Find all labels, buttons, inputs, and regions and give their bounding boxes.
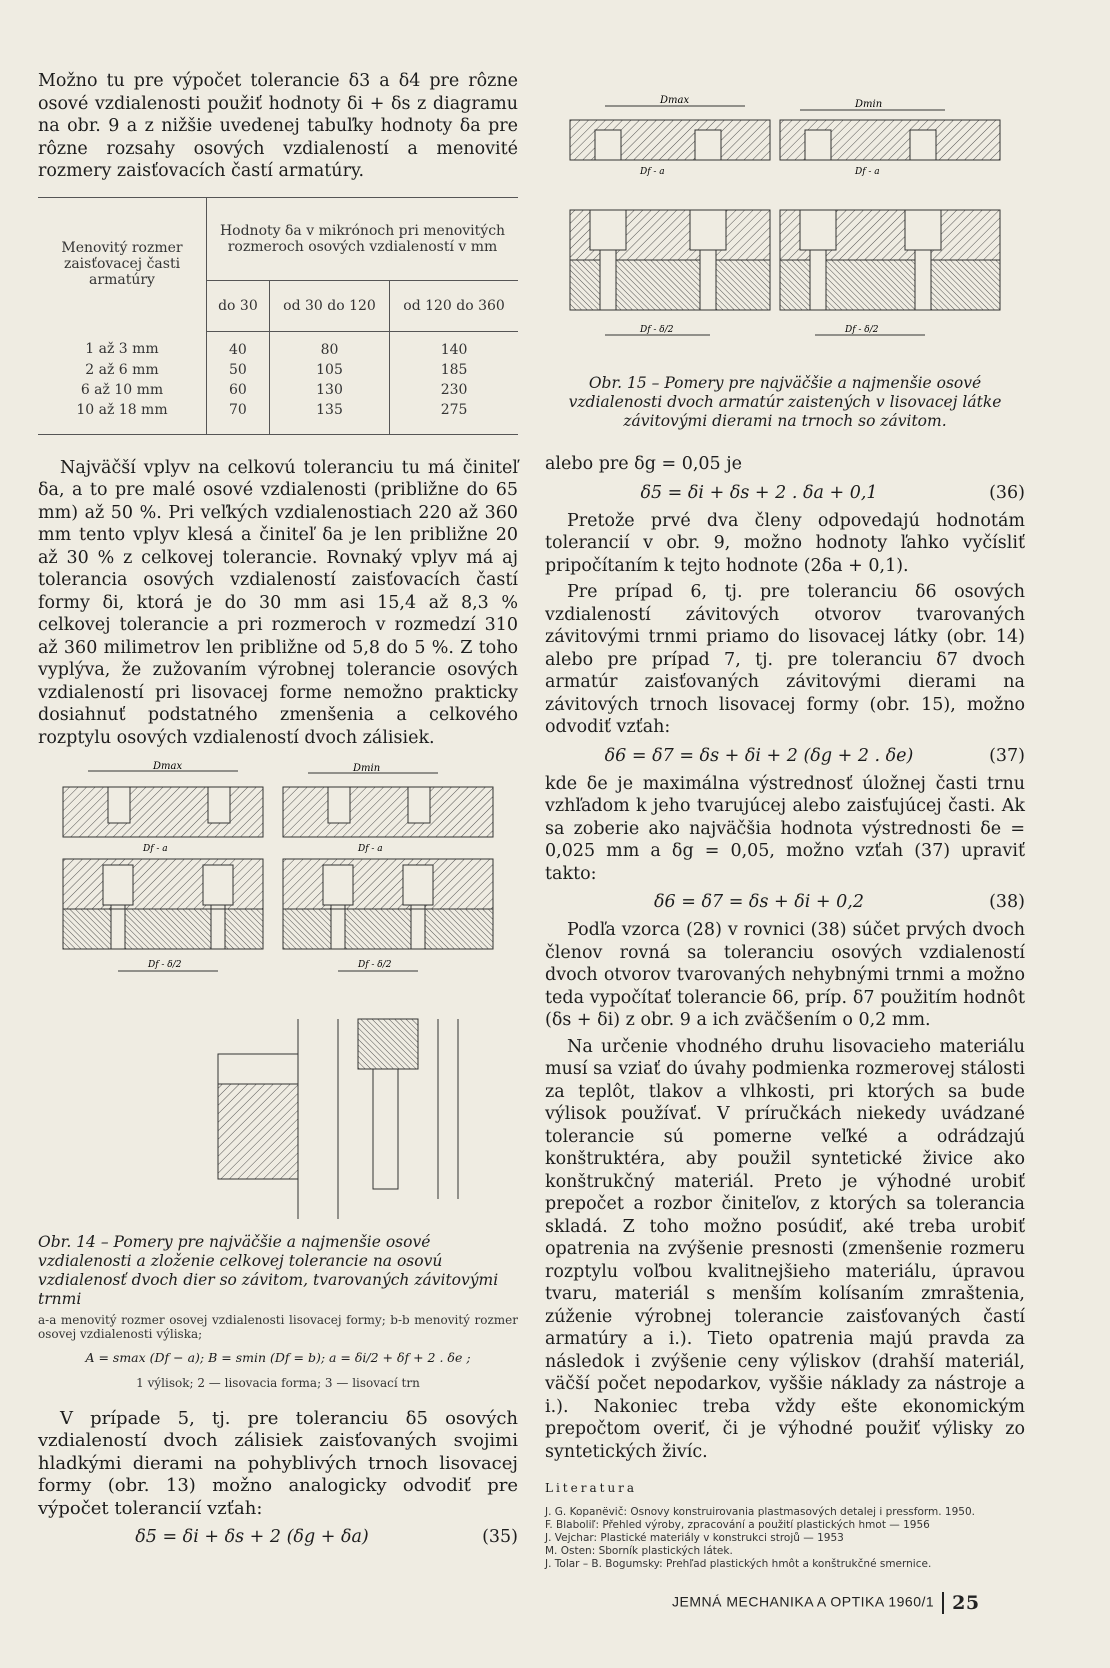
figure-14 <box>38 759 518 1390</box>
literature-item: J. G. Kopanëvič: Osnovy konstruirovania plastmasových detalej i pressform. 1950. <box>545 1505 975 1518</box>
figure-15-caption: Obr. 15 – Pomery pre najväčšie a najmenšie osové vzdialenosti dvoch armatúr zaistených v lisovacej látke závitovými dierami na trnoch so závitom. <box>568 374 1002 430</box>
dfb-label-2: Df - δ/2 <box>845 325 879 335</box>
figure-14-drawing <box>38 759 518 1229</box>
table-cell: 40 <box>207 331 270 360</box>
dmax-label: Dmax <box>660 95 690 106</box>
table-cell: 135 <box>269 400 389 435</box>
figure-14-legend: a-a menovitý rozmer osovej vzdialenosti lisovacej formy; b-b menovitý rozmer osovej vzdialenosti výliska; <box>38 1313 518 1341</box>
table-col-header: do 30 <box>207 280 270 331</box>
figure-14-parts: 1 výlisok; 2 — lisovacia forma; 3 — lisovací trn <box>136 1375 420 1390</box>
tolerance-table <box>38 197 518 435</box>
table-row-header: Menovitý rozmer zaisťovacej časti armatúry <box>38 197 207 331</box>
equation-35-number: (35) <box>482 1527 518 1547</box>
dmax-label: Dmax <box>153 761 183 772</box>
equation-38-number: (38) <box>989 892 1025 912</box>
table-group-header: Hodnoty δa v mikrónoch pri menovitých rozmeroch osových vzdialeností v mm <box>207 197 519 280</box>
dfa-label-1: Df - a <box>640 167 665 177</box>
table-cell: 105 <box>269 360 389 380</box>
dfb-label-2: Df - δ/2 <box>358 960 392 970</box>
right-column <box>545 70 1025 1571</box>
table-cell: 60 <box>207 380 270 400</box>
left-column <box>38 70 518 1554</box>
table-row-label: 6 až 10 mm <box>80 381 164 398</box>
dmin-label: Dmin <box>353 763 381 774</box>
table-cell: 70 <box>207 400 270 435</box>
literature-item: M. Osten: Sborník plastických látek. <box>545 1544 733 1557</box>
intro-paragraph: Možno tu pre výpočet tolerancie δ3 a δ4 pre rôzne osové vzdialenosti použiť hodnoty δi + δs z diagramu na obr. 9 a z nižšie uvedenej tabuľky hodnoty δa pre rôzne rozsahy osových vzdialeností a menovité rozmery zaisťovacích častí armatúry. <box>38 71 518 181</box>
footer-divider <box>942 1592 944 1614</box>
equation-37-formula: δ6 = δ7 = δs + δi + 2 (δg + 2 . δe) <box>604 745 914 766</box>
right-p5: Podľa vzorca (28) v rovnici (38) súčet prvých dvoch členov rovná sa toleranciu osových vzdialeností dvoch otvorov tvarovaných nehybnými trnmi a možno teda vypočítať tolerancie δ6, príp. δ7 použitím hodnôt (δs + δi) z obr. 9 a ich zväčšením o 0,2 mm. <box>545 920 1025 1030</box>
right-p4: kde δe je maximálna výstrednosť úložnej časti trnu vzhľadom k jeho tvarujúcej alebo zaisťujúcej časti. Ak sa zoberie ako najväčšia hodnota výstrednosti δe = 0,025 mm a δg = 0,05, možno vzťah (37) upraviť takto: <box>545 773 1025 884</box>
table-row-label: 2 až 6 mm <box>85 361 159 378</box>
equation-36 <box>545 480 1025 506</box>
literature-title: Literatura <box>545 1481 638 1495</box>
literature-item: J. Vejchar: Plastické materiály v konstrukci strojů — 1953 <box>545 1531 844 1544</box>
equation-38 <box>545 889 1025 915</box>
table-cell: 230 <box>390 380 518 400</box>
equation-36-number: (36) <box>989 482 1025 503</box>
table-cell: 50 <box>207 360 270 380</box>
equation-36-formula: δ5 = δi + δs + 2 . δa + 0,1 <box>640 482 878 503</box>
equation-38-formula: δ6 = δ7 = δs + δi + 0,2 <box>654 892 864 912</box>
table-row-label: 1 až 3 mm <box>85 341 159 358</box>
page-footer <box>672 1592 1072 1614</box>
table-cell: 80 <box>269 331 389 360</box>
figure-15 <box>545 70 1025 431</box>
table-col-header: od 30 do 120 <box>269 280 389 331</box>
right-p3: Pre prípad 6, tj. pre toleranciu δ6 osových vzdialeností závitových otvorov tvarovaných závitovými trnmi priamo do lisovacej látky (obr. 14) alebo pre prípad 7, tj. pre toleranciu δ7 dvoch armatúr zaisťovaných závitovými dierami na závitových trnoch lisovacej formy (obr. 15), možno odvodiť vzťah: <box>545 582 1025 737</box>
right-p2: Pretože prvé dva členy odpovedajú hodnotám tolerancií v obr. 9, možno hodnoty ľahko vyčísliť pripočítaním k tejto hodnote (2δa + 0,1). <box>545 510 1025 576</box>
literature-item: J. Tolar – B. Bogumsky: Prehľad plastických hmôt a konštrukčné smernice. <box>545 1557 932 1570</box>
table-col-header: od 120 do 360 <box>390 280 518 331</box>
dfa-label-2: Df - a <box>358 844 383 854</box>
table-cell: 140 <box>390 331 518 360</box>
figure-15-drawing <box>545 70 1025 370</box>
equation-37-number: (37) <box>989 745 1025 766</box>
journal-name: JEMNÁ MECHANIKA A OPTIKA 1960/1 <box>672 1593 935 1610</box>
page-number: 25 <box>952 1592 980 1614</box>
paragraph-2: Najväčší vplyv na celkovú toleranciu tu má činiteľ δa, a to pre malé osové vzdialenosti (približne do 65 mm) až 50 %. Pri veľkých vzdialenostiach 220 až 360 mm tento vplyv klesá a činiteľ δa je len približne 20 až 30 % z celkovej tolerancie. Rovnaký vplyv má aj tolerancia osových vzdialeností zaisťovacích častí formy δi, ktorá je do 30 mm asi 15,4 až 8,3 % celkovej tolerancie a pri rozmeroch v rozmedzí 310 až 360 milimetrov len približne od 5,8 do 5 %. Z toho vyplýva, že zužovaním výrobnej tolerancie osových vzdialeností pri lisovacej forme nemožno prakticky dosiahnuť podstatného zmenšenia a celkového rozptylu osových vzdialeností dvoch zálisiek. <box>38 457 518 748</box>
right-p1: alebo pre δg = 0,05 je <box>545 454 743 474</box>
table-cell: 130 <box>269 380 389 400</box>
figure-14-formula: A = smax (Df − a); B = smin (Df = b); a = δi/2 + δf + 2 . δe ; <box>85 1350 471 1365</box>
figure-14-caption: Obr. 14 – Pomery pre najväčšie a najmenšie osové vzdialenosti a zloženie celkovej tolerancie na osovú vzdialenosť dvoch dier so závitom, tvarovaných závitovými trnmi <box>38 1233 499 1308</box>
dfa-label-1: Df - a <box>143 844 168 854</box>
table-row-label: 10 až 18 mm <box>38 400 207 435</box>
equation-35-formula: δ5 = δi + δs + 2 (δg + δa) <box>135 1527 369 1547</box>
table-cell: 275 <box>390 400 518 435</box>
dmin-label: Dmin <box>855 99 883 110</box>
dfb-label-1: Df - δ/2 <box>640 325 674 335</box>
dfa-label-2: Df - a <box>855 167 880 177</box>
literature-item: F. Blaboliľ: Přehled výroby, zpracování a použití plastických hmot — 1956 <box>545 1518 930 1531</box>
paragraph-3: V prípade 5, tj. pre toleranciu δ5 osových vzdialeností dvoch zálisiek zaisťovaných svojimi hladkými dierami na pohyblivých trnoch lisovacej formy (obr. 13) možno analogicky odvodiť pre výpočet tolerancií vzťah: <box>38 1407 518 1519</box>
table-cell: 185 <box>390 360 518 380</box>
right-p6: Na určenie vhodného druhu lisovacieho materiálu musí sa vziať do úvahy podmienka rozmerovej stálosti za teplôt, tlakov a vlhkosti, pri ktorých sa bude výlisok používať. V príručkách niekedy uvádzané tolerancie sú pomerne veľké a odrádzajú konštruktéra, aby použil syntetické živice ako konštrukčný materiál. Preto je výhodné urobiť prepočet a rozbor činiteľov, z ktorých sa tolerancia skladá. Z toho možno posúdiť, aké treba urobiť opatrenia na zvýšenie presnosti (zmenšenie rozmeru rozptylu voľbou kvalitnejšieho materiálu, úpravou tvaru, materiál s menším kolísaním zmraštenia, zúženie výrobnej tolerancie zaisťovaných častí armatúry a i.). Tieto opatrenia majú pravda za následok i zvýšenie ceny výliskov (drahší materiál, väčší počet nepodarkov, vyššie náklady za nástroje a i.). Nakoniec treba vždy ešte ekonomickým prepočtom overiť, či je výhodné použiť výlisky zo syntetických živíc. <box>545 1036 1025 1462</box>
equation-35 <box>38 1524 518 1550</box>
equation-37 <box>545 743 1025 769</box>
dfb-label-1: Df - δ/2 <box>148 960 182 970</box>
